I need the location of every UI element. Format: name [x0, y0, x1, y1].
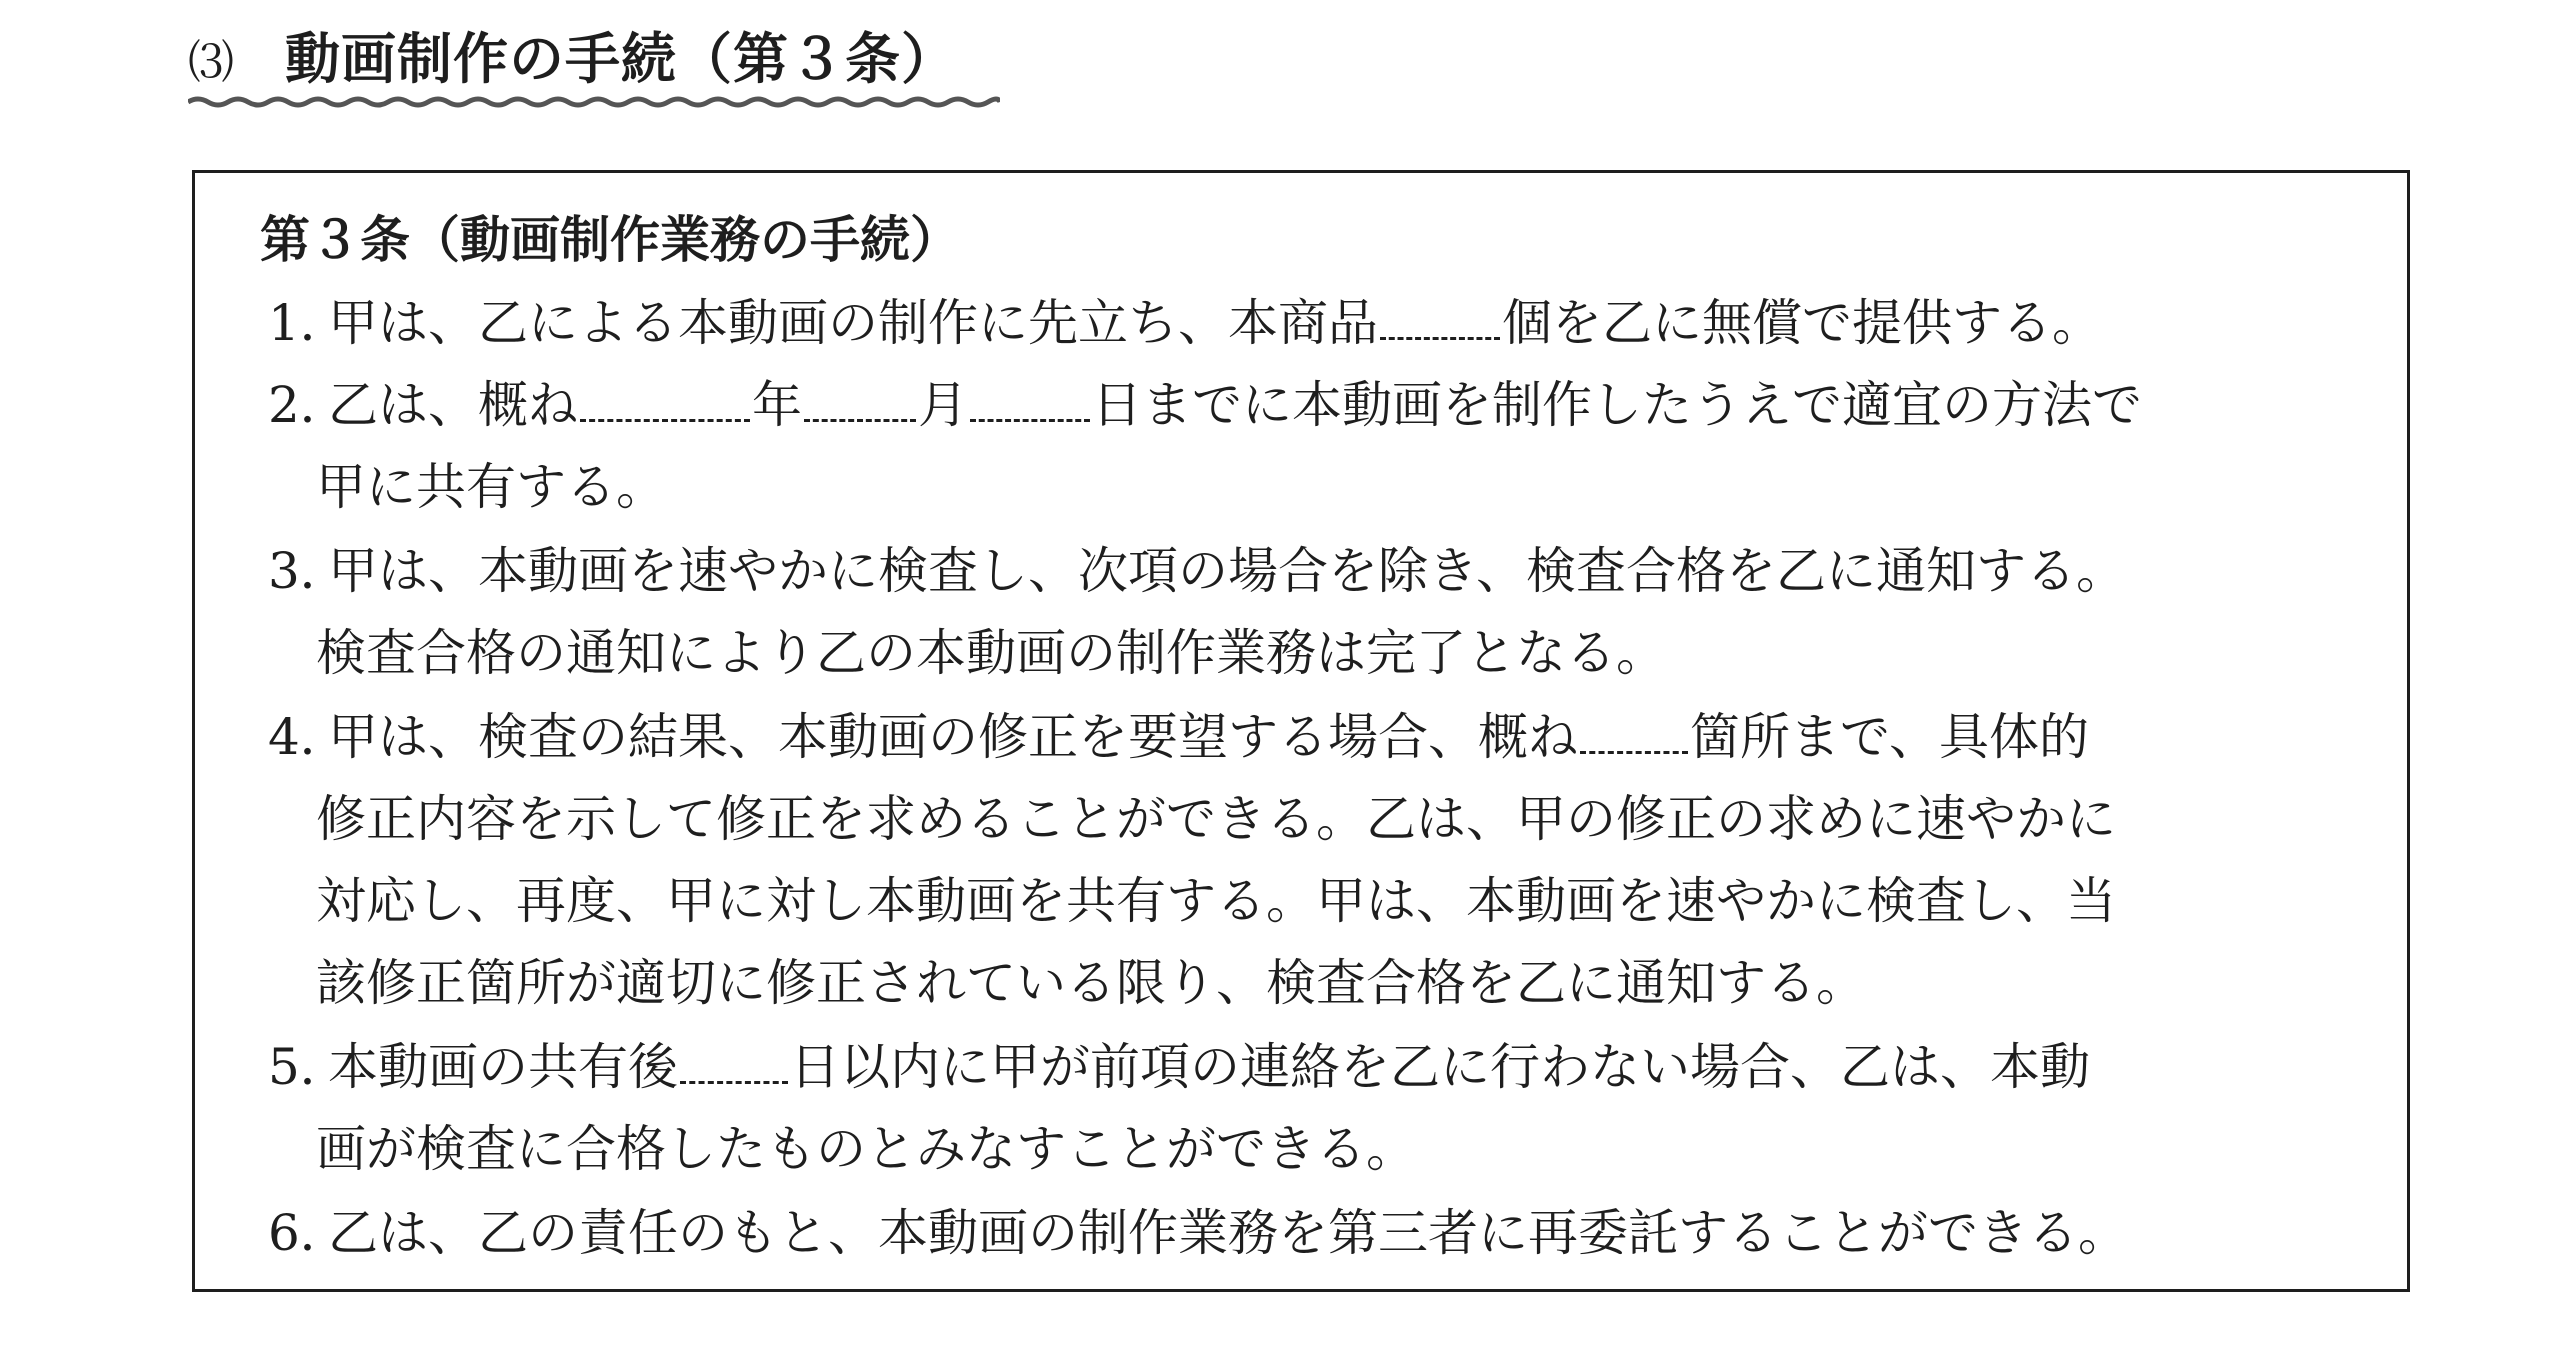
section-underline	[188, 94, 1000, 110]
clause-5: 5．本動画の共有後 日以内に甲が前項の連絡を乙に行わない場合、乙は、本動	[268, 1026, 2090, 1108]
section-number: ⑶	[188, 35, 235, 89]
clause-3: 3．甲は、本動画を速やかに検査し、次項の場合を除き、検査合格を乙に通知する。	[268, 542, 2126, 600]
blank-day	[970, 369, 1090, 422]
clause-1: 1．甲は、乙による本動画の制作に先立ち、本商品 個を乙に無償で提供する。	[268, 282, 2102, 364]
blank-count	[1580, 701, 1688, 754]
clause-4-cont-3: 該修正箇所が適切に修正されている限り、検査合格を乙に通知する。	[316, 954, 1866, 1012]
clause-4-cont-2: 対応し、再度、甲に対し本動画を共有する。甲は、本動画を速やかに検査し、当	[316, 872, 2116, 930]
article-title: 第３条（動画制作業務の手続）	[260, 211, 960, 269]
clause-4-cont-1: 修正内容を示して修正を求めることができる。乙は、甲の修正の求めに速やかに	[316, 790, 2116, 848]
section-title: 動画制作の手続（第３条）	[285, 27, 958, 91]
blank-days	[680, 1031, 788, 1084]
clause-5-cont: 画が検査に合格したものとみなすことができる。	[316, 1120, 1416, 1178]
clause-6: 6．乙は、乙の責任のもと、本動画の制作業務を第三者に再委託することができる。	[268, 1204, 2128, 1262]
blank-month	[804, 369, 916, 422]
clause-2-cont: 甲に共有する。	[316, 458, 666, 516]
blank-quantity	[1380, 287, 1500, 340]
clause-2: 2．乙は、概ね 年 月 日までに本動画を制作したうえで適宜の方法で	[268, 364, 2142, 446]
clause-3-cont: 検査合格の通知により乙の本動画の制作業務は完了となる。	[316, 624, 1666, 682]
blank-year	[580, 369, 750, 422]
clause-4: 4．甲は、検査の結果、本動画の修正を要望する場合、概ね 箇所まで、具体的	[268, 696, 2089, 778]
section-heading	[188, 22, 957, 99]
